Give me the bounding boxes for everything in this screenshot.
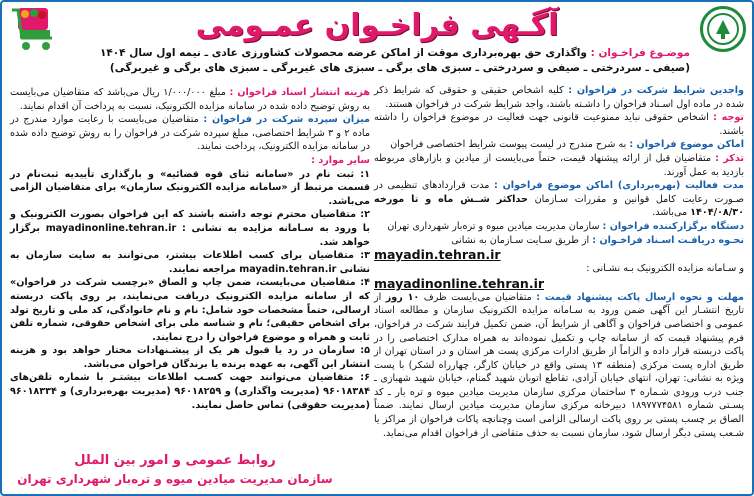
signature-footer	[10, 452, 340, 488]
duration-bold: حداکثر شــش ماه و تا مورخه ۱۴۰۴/۰۸/۳۰	[374, 193, 744, 219]
deadline-paragraph	[374, 291, 744, 441]
other-items-label: سایر موارد :	[311, 154, 370, 166]
reminder-paragraph	[374, 152, 744, 179]
deadline-bold: ۱۰ روز	[385, 291, 420, 303]
legal-note-text: اشخاص حقوقی نباید ممنوعیت قانونی جهت فعالیت در موضوع فراخوان را داشته باشند.	[374, 112, 744, 137]
footer-department: روابط عمومی و امور بین الملل	[74, 453, 276, 468]
organizer-text: سازمان مدیریت میادین میوه و تره‌بار شهرداری تهران	[387, 220, 603, 232]
eligibility-paragraph	[374, 84, 744, 111]
documents-text-2: و سـامانه مزایده الکترونیک بـه نشـانی :	[586, 263, 744, 275]
subject-label: موضـوع فراخـوان :	[590, 47, 690, 59]
publication-cost-text: مبلغ ۱/۰۰۰/۰۰۰ ریال می‌باشد که متقاضیان می‌بایست به روش توضیح داده شده در سامانه مزایده الکترونیک، نسبت به پرداخت آن اقدام نمایند.	[10, 87, 370, 112]
duration-text: مدت قراردادهای تنظیمی در صـورت رعایت کامل قوانین و مقررات سـازمان	[374, 180, 745, 205]
deposit-text: متقاضیان می‌بایست با رعایت موارد مندرج در ماده ۲ و ۳ شرایط اختصاصی، مبلغ سپرده شرکت در فراخوان را به روش توضیح داده شده در سامانه مزایده الکترونیک، پرداخت نمایند.	[10, 114, 370, 153]
eligibility-text: کلیه اشخاص حقیقی و حقوقی که شرایط ذکر شده در ماده اول اسـناد فراخوان را داشـته باشند، واجد شرایط شرکت در فراخوان هستند.	[374, 85, 744, 110]
other-item-5: ۵: سازمان در رد یا قبول هر یک از پیشـنهادات مختار خواهد بود و هزینه انتشار این آگهی، به عهده برنده یا برندگان فراخوان می‌باشد.	[10, 345, 370, 370]
legal-note-paragraph	[374, 111, 744, 138]
reminder-text: متقاضیان قبل از ارائه پیشنهاد قیمت، حتماً می‌بایست از میادین و بازارهای مربوطه بازدید به عمل آورند.	[374, 152, 744, 178]
footer-organization: سازمان مدیریت میادین میوه و تره‌بار شهرداری تهران	[17, 472, 333, 486]
other-item-2-text: ۲: متقاضیان محترم توجه داشته باشند که این فراخوان بصورت الکترونیک و با ورود به سـامانه مزایده به نشانی :	[10, 209, 370, 234]
deadline-rest: از تاریخ انتشـار این آگهی ضمن ورود به سـامانه مزایده الکترونیک سازمان و مطالعه اسناد عمومی و اختصاصی فراخوان و آگاهی از شرایط آن، ضمن تکمیل فرایند شرکت در فراخوان، فرم پیشنهاد قیمت که از سامانه چاپ و تکمیل نموده‌اند به همراه مدارک اختصاصی را در پاکت دربسته قرار داده و الزاماً از طریق ادارات مرکزی پست هر استان و در استان تهران از طریق اداره پست مرکزی (منطقه ۱۳ پستی واقع در خیابان کارگر، چهارراه لشکر) با پست ویژه به نشانی: تهران، انتهای خیابان آزادی، تقاطع اتوبان شهید گمنام، خیابان شهید شهبازی ـ جنب درب ورودی شـماره ۳ ساختمان مرکزی سازمان مدیریت میادین میوه و تره بار ـ کد پسـتی شماره ۱۸۹۷۷۷۴۵۸۱ دبیرخانه مرکزی سازمان مدیریت میادین ارسال نمایند. ضمناً الصاق بر چسب پستی بر روی پاکت ارسالی الزامی است وچنانچه پاکات فراخوان از مراکز یا شـعب پستی دیگر ارسال شود، سازمان نسبت به حذف متقاضی از فراخوان اقدام می‌نماید.	[374, 291, 745, 439]
organizer-paragraph	[374, 220, 744, 234]
right-column	[374, 84, 744, 440]
other-item-3-end: مراجعه نمایند.	[168, 263, 240, 275]
notice-header	[62, 4, 692, 48]
site-link-inline[interactable]: mayadin.tehran.ir	[239, 263, 337, 275]
site-link[interactable]: mayadin.tehran.ir	[374, 247, 501, 263]
reminder-label: تذکر :	[715, 152, 744, 164]
other-item-6: ۶: متقاضیان می‌توانند جهت کسـب اطلاعات بیشتـر با شماره تلفن‌های ۹۶۰۱۸۳۸۴ (مدیریت واگذاری) و ۹۶۰۱۸۲۵۹ (مدیریت بهره‌برداری) و ۹۶۰۱۸۳۳۴ (مدیریت حقوقی) تماس حاصل نمایند.	[10, 372, 370, 411]
venues-text: به شرح مندرج در لیست پیوست شرایط اختصاصی فراخوان	[390, 139, 630, 151]
eligibility-label: واجدین شرایط شرکت در فراخوان :	[568, 85, 744, 96]
subject-categories: (صیفی ـ سردرختی ـ صیفی و سردرختی ـ سبزی های برگی ـ سبزی های غیربرگی ـ سبزی های برگی و غیربرگی)	[109, 62, 690, 74]
organization-logo	[700, 6, 746, 52]
duration-end: می‌باشد.	[652, 207, 691, 219]
deadline-label: مهلت و نحوه ارسال پاکت پیشنهاد قیمت :	[536, 291, 744, 303]
documents-paragraph	[374, 234, 744, 248]
notice-subject	[64, 46, 690, 76]
auction-system-link-inline[interactable]: mayadinonline.tehran.ir	[45, 222, 177, 234]
shopping-cart-icon	[8, 4, 62, 58]
venues-label: اماکن موضوع فراخوان :	[629, 139, 744, 151]
venues-paragraph	[374, 138, 744, 152]
other-item-3-text: ۳: متقاضیان برای کسب اطلاعات بیشتر، می‌توانند به سایت سازمان به نشانی	[10, 250, 370, 275]
documents-label: نحـوه دریافـت اسـناد فراخـوان :	[592, 234, 744, 246]
deposit-label: میزان سپرده شرکت در فراخوان :	[203, 114, 370, 126]
subject-text: واگذاری حق بهره‌برداری موقت از اماکن عرضه محصولات کشاورزی عادی ـ نیمه اول سال ۱۴۰۴	[99, 47, 591, 59]
organizer-label: دستگاه برگزارکننده فراخوان :	[602, 220, 744, 232]
auction-system-link[interactable]: mayadinonline.tehran.ir	[374, 275, 545, 291]
other-item-1: ۱: ثبت نام در «سامانه ثنای قوه قضائیه» و بارگذاری تأییدیه ثبت‌نام در قسمت مرتبط از «سامانه مزایده الکترونیک سازمان» برای متقاضیان الزامی می‌باشد.	[10, 168, 370, 207]
publication-cost-label: هزینه انتشار اسناد فراخوان :	[229, 87, 370, 98]
other-item-2-end: برگزار خواهد شد.	[10, 222, 370, 248]
deadline-text: متقاضیان می‌بایست ظرف	[419, 291, 537, 303]
duration-label: مدت فعالیت (بهره‌برداری) اماکن موضوع فراخوان :	[493, 180, 744, 192]
other-item-4: ۴: متقاضیان می‌بایست، ضمن چاپ و الصاق «برچسب شرکت در فراخوان» که از سامانه مزایده الکترونیک دریافت می‌نمایند، بر روی پاکت دربسته ارسالی، حتماً مشخصات خود شامل: نام و نام خانوادگی، کد ملی و تاریخ تولد برای اشخاص حقیقی؛ نام و شناسه ملی برای اشخاص حقوقی، شماره تلفن ثابت و همراه و موضوع فراخوان را درج نمایند.	[10, 277, 370, 343]
other-item-3	[10, 249, 370, 276]
deposit-paragraph	[10, 113, 370, 154]
duration-paragraph	[374, 179, 744, 220]
left-column	[10, 86, 370, 412]
publication-cost-paragraph	[10, 86, 370, 113]
page-title: آگـهی فراخـوان عمـومی	[195, 8, 559, 43]
documents-text: از طریق سـایت سـازمان به نشانی	[451, 234, 593, 246]
legal-note-label: توجه :	[713, 112, 744, 124]
other-item-2	[10, 208, 370, 249]
